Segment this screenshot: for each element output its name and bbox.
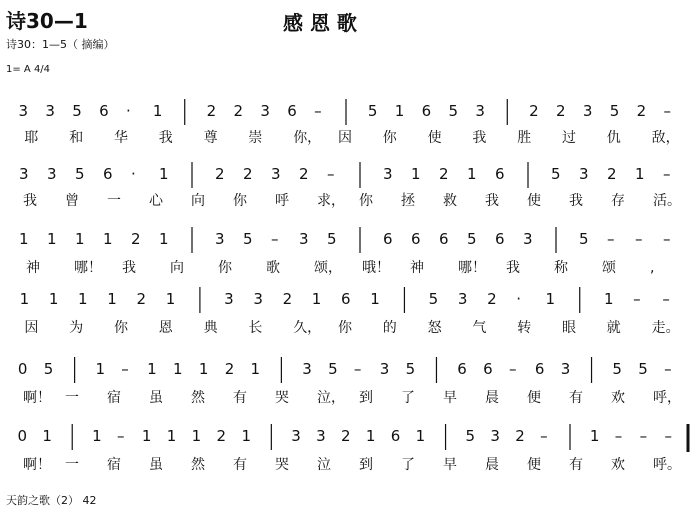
jianpu-note: 5 — [609, 102, 620, 120]
jianpu-note: 1 — [75, 230, 85, 248]
lyric-syllable: 使 — [427, 130, 442, 146]
jianpu-note: – — [353, 360, 362, 378]
jianpu-note: – — [663, 102, 672, 120]
lyric-syllable: 走。 — [651, 320, 680, 336]
jianpu-note: 1 — [107, 290, 117, 308]
jianpu-note: 2 — [233, 102, 244, 120]
jianpu-note: 1 — [166, 427, 177, 445]
jianpu-note: – — [540, 427, 548, 445]
jianpu-note: 2 — [243, 165, 253, 183]
jianpu-note: 3 — [18, 102, 28, 120]
jianpu-note: 3 — [490, 427, 500, 445]
lyric-syllable: 泣 — [317, 457, 331, 473]
jianpu-note: 6 — [99, 102, 109, 120]
lyric-syllable: 久， — [293, 320, 322, 336]
lyric-syllable: 虽 — [149, 390, 163, 406]
lyric-syllable: 你 — [338, 320, 352, 336]
lyric-syllable: 你 — [218, 260, 232, 276]
jianpu-note: 1 — [589, 427, 600, 445]
jianpu-note: 3 — [291, 427, 301, 445]
lyric-syllable: 使 — [527, 193, 541, 209]
jianpu-note: – — [509, 360, 517, 378]
lyric-syllable: 哭 — [275, 390, 289, 406]
lyric-syllable: 仇 — [606, 130, 621, 146]
jianpu-note: · — [516, 290, 522, 308]
lyric-syllable: 你， — [293, 130, 322, 146]
lyric-syllable: 心 — [149, 193, 163, 209]
jianpu-note: 6 — [341, 290, 351, 308]
jianpu-note: 5 — [465, 427, 475, 445]
jianpu-note: – — [663, 165, 671, 183]
jianpu-note: · — [125, 102, 131, 120]
jianpu-note: – — [327, 165, 335, 183]
jianpu-note: 1 — [95, 360, 105, 378]
jianpu-note: 5 — [43, 360, 54, 378]
jianpu-note: 3 — [579, 165, 589, 183]
lyric-syllable: 一 — [65, 457, 79, 473]
jianpu-note: 5 — [612, 360, 622, 378]
jianpu-note: 1 — [141, 427, 152, 445]
jianpu-note: 5 — [327, 230, 337, 248]
lyric-syllable: 有 — [233, 390, 247, 406]
jianpu-note: 5 — [448, 102, 459, 120]
jianpu-note: 3 — [316, 427, 326, 445]
lyric-syllable: 早 — [443, 390, 457, 406]
jianpu-note: 5 — [405, 360, 416, 378]
jianpu-note: 1 — [198, 360, 209, 378]
jianpu-note: 1 — [19, 290, 30, 308]
jianpu-note: – — [663, 230, 671, 248]
jianpu-note: 6 — [439, 230, 449, 248]
lyric-syllable: 神 — [26, 260, 40, 276]
jianpu-note: 6 — [103, 165, 113, 183]
jianpu-note: 3 — [19, 165, 29, 183]
lyric-syllable: 歌 — [266, 260, 280, 276]
lyric-syllable: 哪！ — [458, 260, 486, 276]
jianpu-note: – — [314, 102, 322, 120]
jianpu-note: 5 — [367, 102, 378, 120]
jianpu-note: 3 — [523, 230, 533, 248]
jianpu-note: 1 — [311, 290, 322, 308]
lyric-syllable: 然 — [191, 457, 205, 473]
jianpu-note: 2 — [206, 102, 217, 120]
jianpu-note: 2 — [607, 165, 617, 183]
jianpu-note: 3 — [260, 102, 270, 120]
scripture-reference: 诗30：1—5（ 摘编） — [6, 38, 115, 51]
jianpu-note: 6 — [421, 102, 432, 120]
jianpu-note: 1 — [467, 165, 477, 183]
lyric-syllable: 哪！ — [74, 260, 102, 276]
jianpu-note: 1 — [411, 165, 421, 183]
jianpu-note: – — [662, 290, 670, 308]
lyric-syllable: 泣， — [317, 390, 345, 406]
lyric-syllable: 有 — [569, 457, 583, 473]
lyric-syllable: 一 — [65, 390, 79, 406]
lyric-syllable: 我 — [158, 130, 173, 146]
jianpu-note: 1 — [147, 360, 157, 378]
lyric-syllable: 典 — [203, 320, 218, 336]
lyric-syllable: 转 — [517, 320, 532, 336]
song-title: 感 恩 歌 — [283, 11, 357, 35]
lyric-syllable: 到 — [359, 390, 373, 406]
lyric-syllable: 到 — [359, 457, 373, 473]
jianpu-note: 3 — [271, 165, 281, 183]
jianpu-note: 6 — [411, 230, 421, 248]
lyric-syllable: 胜 — [517, 130, 532, 146]
jianpu-note: – — [633, 290, 641, 308]
jianpu-note: – — [639, 427, 648, 445]
lyric-syllable: 过 — [562, 130, 576, 146]
jianpu-note: 3 — [224, 290, 234, 308]
jianpu-note: 2 — [439, 165, 449, 183]
jianpu-note: 0 — [17, 427, 27, 445]
jianpu-note: 3 — [582, 102, 593, 120]
lyric-syllable: 有 — [569, 390, 583, 406]
jianpu-note: 1 — [48, 290, 59, 308]
lyric-syllable: 有 — [233, 457, 247, 473]
lyric-syllable: 的 — [382, 320, 397, 336]
jianpu-note: 1 — [545, 290, 556, 308]
lyric-syllable: 神 — [410, 260, 424, 276]
lyric-syllable: 因 — [338, 130, 352, 146]
lyric-syllable: , — [650, 260, 655, 276]
jianpu-note: 1 — [394, 102, 405, 120]
jianpu-note: 0 — [17, 360, 28, 378]
jianpu-note: 6 — [495, 165, 505, 183]
lyric-syllable: 然 — [191, 390, 205, 406]
jianpu-note: 2 — [556, 102, 566, 120]
lyric-syllable: 呼。 — [653, 457, 681, 473]
jianpu-note: 1 — [191, 427, 202, 445]
jianpu-note: 3 — [475, 102, 485, 120]
jianpu-note: 1 — [165, 290, 176, 308]
lyric-syllable: 呼 — [275, 193, 289, 209]
jianpu-note: 1 — [92, 427, 102, 445]
lyric-syllable: 活。 — [653, 193, 681, 209]
lyric-syllable: 一 — [107, 193, 121, 209]
lyric-syllable: 哦！ — [362, 260, 390, 276]
jianpu-note: 1 — [173, 360, 183, 378]
jianpu-note: 5 — [551, 165, 561, 183]
lyric-syllable: 宿 — [107, 390, 121, 406]
jianpu-note: 2 — [515, 427, 525, 445]
lyric-syllable: 晨 — [485, 457, 499, 473]
lyric-syllable: 敌， — [651, 130, 680, 146]
lyric-syllable: 怒 — [427, 320, 442, 336]
jianpu-note: 6 — [495, 230, 505, 248]
jianpu-note: 5 — [638, 360, 648, 378]
jianpu-note: 1 — [603, 290, 614, 308]
jianpu-note: 2 — [529, 102, 539, 120]
lyric-syllable: 耶 — [24, 130, 39, 146]
jianpu-note: 3 — [253, 290, 263, 308]
lyric-syllable: 你 — [359, 193, 373, 209]
jianpu-note: – — [121, 360, 129, 378]
jianpu-note: 6 — [534, 360, 545, 378]
jianpu-note: – — [664, 360, 672, 378]
jianpu-note: – — [117, 427, 125, 445]
jianpu-note: 2 — [215, 165, 225, 183]
jianpu-note: 2 — [299, 165, 309, 183]
jianpu-note: 2 — [341, 427, 351, 445]
jianpu-note: 2 — [131, 230, 141, 248]
jianpu-note: – — [271, 230, 279, 248]
lyric-syllable: 啊！ — [23, 457, 51, 473]
jianpu-note: – — [614, 427, 623, 445]
jianpu-note: 1 — [47, 230, 57, 248]
lyric-syllable: 我 — [485, 193, 499, 209]
jianpu-note: 2 — [282, 290, 293, 308]
jianpu-note: 6 — [287, 102, 297, 120]
jianpu-note: 3 — [379, 360, 390, 378]
lyric-syllable: 虽 — [149, 457, 163, 473]
lyric-syllable: 我 — [122, 260, 136, 276]
jianpu-note: 3 — [45, 102, 55, 120]
jianpu-note: 5 — [467, 230, 477, 248]
lyric-syllable: 眼 — [562, 320, 576, 336]
lyric-syllable: 你 — [233, 193, 247, 209]
songbook-footer: 天韵之歌（2） 42 — [6, 494, 97, 507]
jianpu-note: 1 — [152, 102, 163, 120]
lyric-syllable: 我 — [23, 193, 37, 209]
lyric-syllable: 长 — [248, 320, 263, 336]
jianpu-note: 2 — [216, 427, 227, 445]
jianpu-note: 1 — [250, 360, 261, 378]
lyric-syllable: 恩 — [158, 320, 173, 336]
jianpu-note: 6 — [390, 427, 401, 445]
lyric-syllable: 为 — [69, 320, 84, 336]
lyric-syllable: 和 — [69, 130, 84, 146]
jianpu-note: 3 — [215, 230, 225, 248]
jianpu-note: 1 — [103, 230, 113, 248]
jianpu-note: 3 — [47, 165, 57, 183]
lyric-syllable: 啊！ — [23, 390, 51, 406]
lyric-syllable: 了 — [401, 390, 415, 406]
lyric-syllable: 称 — [554, 260, 568, 276]
jianpu-note: 2 — [136, 290, 147, 308]
lyric-syllable: 拯 — [401, 193, 415, 209]
lyric-syllable: 你 — [382, 130, 397, 146]
jianpu-note: 2 — [636, 102, 647, 120]
lyric-syllable: 气 — [472, 320, 487, 336]
jianpu-note: 3 — [299, 230, 309, 248]
lyric-syllable: 曾 — [65, 193, 79, 209]
lyric-syllable: 便 — [527, 390, 541, 406]
jianpu-note: · — [131, 165, 136, 183]
lyric-syllable: 我 — [472, 130, 487, 146]
lyric-syllable: 向 — [191, 193, 205, 209]
jianpu-note: 3 — [302, 360, 312, 378]
key-signature: 1= A 4/4 — [6, 64, 51, 75]
lyric-syllable: 便 — [527, 457, 541, 473]
lyric-syllable: 了 — [401, 457, 415, 473]
jianpu-note: 5 — [328, 360, 338, 378]
lyric-syllable: 你 — [114, 320, 128, 336]
jianpu-note: 2 — [487, 290, 497, 308]
jianpu-note: 5 — [72, 102, 82, 120]
lyric-syllable: 哭 — [275, 457, 289, 473]
lyric-syllable: 因 — [24, 320, 39, 336]
jianpu-note: – — [635, 230, 643, 248]
lyric-syllable: 颂 — [602, 260, 616, 276]
jianpu-note: 6 — [383, 230, 393, 248]
psalm-source: 诗30—1 — [6, 9, 88, 33]
lyric-syllable: 早 — [443, 457, 457, 473]
jianpu-note: 1 — [78, 290, 88, 308]
jianpu-note: 5 — [428, 290, 439, 308]
jianpu-note: 1 — [42, 427, 52, 445]
lyric-syllable: 存 — [611, 193, 625, 209]
jianpu-note: 1 — [635, 165, 645, 183]
jianpu-note: 5 — [243, 230, 253, 248]
jianpu-note: 6 — [483, 360, 493, 378]
jianpu-note: 1 — [159, 165, 169, 183]
jianpu-note: 1 — [19, 230, 29, 248]
lyric-syllable: 向 — [170, 260, 184, 276]
jianpu-note: – — [607, 230, 615, 248]
lyric-syllable: 欢 — [611, 390, 625, 406]
jianpu-note: 1 — [415, 427, 426, 445]
jianpu-note: 5 — [579, 230, 589, 248]
jianpu-note: 2 — [224, 360, 235, 378]
lyric-syllable: 崇 — [248, 130, 263, 146]
jianpu-note: 1 — [370, 290, 380, 308]
lyric-syllable: 求， — [317, 193, 345, 209]
lyric-syllable: 我 — [569, 193, 583, 209]
jianpu-note: – — [664, 427, 673, 445]
lyric-syllable: 救 — [443, 193, 457, 209]
lyric-syllable: 尊 — [203, 130, 218, 146]
lyric-syllable: 宿 — [107, 457, 121, 473]
jianpu-note: 3 — [457, 290, 468, 308]
lyric-syllable: 颂， — [314, 260, 342, 276]
jianpu-note: 1 — [159, 230, 169, 248]
lyric-syllable: 呼， — [653, 390, 681, 406]
jianpu-note: 3 — [560, 360, 571, 378]
lyric-syllable: 欢 — [611, 457, 625, 473]
lyric-syllable: 华 — [114, 130, 128, 146]
jianpu-note: 1 — [241, 427, 251, 445]
jianpu-note: 5 — [75, 165, 85, 183]
lyric-syllable: 晨 — [485, 390, 499, 406]
jianpu-note: 6 — [457, 360, 467, 378]
lyric-syllable: 就 — [606, 320, 621, 336]
jianpu-note: 3 — [383, 165, 393, 183]
lyric-syllable: 我 — [506, 260, 520, 276]
jianpu-note: 1 — [365, 427, 376, 445]
